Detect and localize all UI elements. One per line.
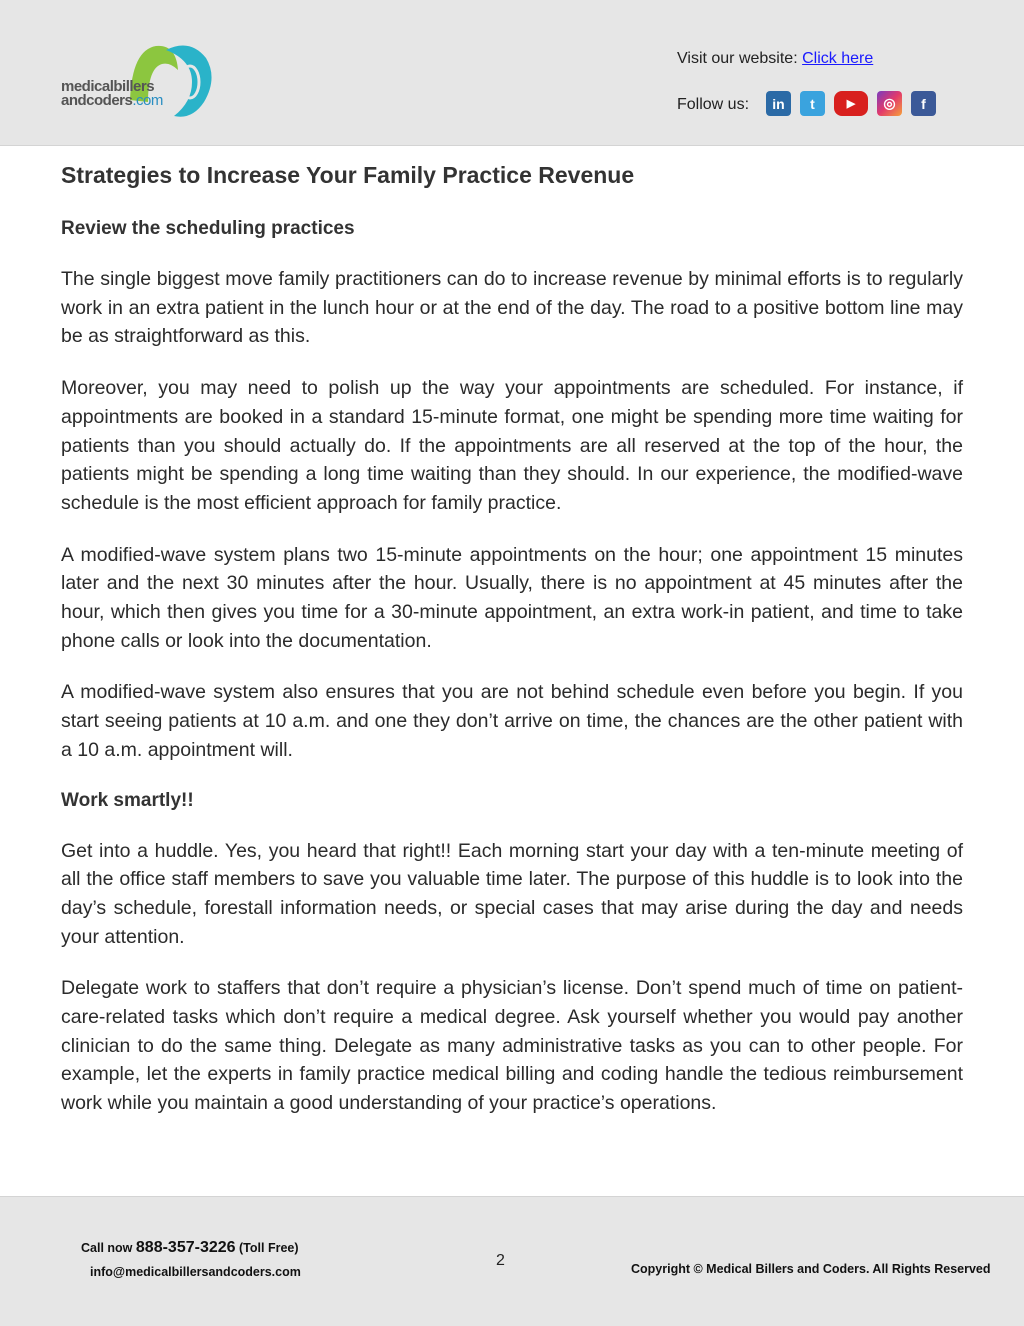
call-prefix: Call now <box>81 1241 133 1255</box>
contact-email[interactable]: info@medicalbillersandcoders.com <box>90 1265 301 1279</box>
logo-suffix: .com <box>132 92 163 109</box>
paragraph-3: A modified-wave system plans two 15-minute appointments on the hour; one appointment 15 minutes later and the next 30 minutes after the hour. Usually, there is no appointment at 45 minutes after the hour, which then gives you time for a 30-minute appointment, an extra work-in patient, and time to take phone calls or look into the documentation. <box>61 543 963 652</box>
linkedin-icon[interactable]: in <box>766 91 791 116</box>
article-title: Strategies to Increase Your Family Practice Revenue <box>61 162 635 188</box>
paragraph-6: Delegate work to staffers that don’t require a physician’s license. Don’t spend much of time on patient-care-related tasks which don’t require a medical degree. Ask yourself whether you would pay another clinician to do the same thing. Delegate as many administrative tasks as you can to other people. For example, let the experts in family practice medical billing and coding handle the tedious reimbursement work while you maintain a good understanding of your practice’s operations. <box>61 977 963 1115</box>
call-now <box>81 1239 299 1257</box>
paragraph-5: Get into a huddle. Yes, you heard that right!! Each morning start your day with a ten-minute meeting of all the office staff members to save you valuable time later. The purpose of this huddle is to look into the day’s schedule, forestall information needs, or special cases that may arise during the day and needs your attention. <box>61 839 963 948</box>
toll-free-label: (Toll Free) <box>239 1241 299 1255</box>
article-body <box>61 160 963 1118</box>
page-number: 2 <box>496 1252 505 1269</box>
follow-label: Follow us: <box>677 96 750 113</box>
instagram-icon[interactable]: ◎ <box>877 91 902 116</box>
page-footer <box>0 1196 1024 1326</box>
paragraph-1: The single biggest move family practitioners can do to increase revenue by minimal efforts is to regularly work in an extra patient in the lunch hour or at the end of the day. The road to a positive bottom line may be as straightforward as this. <box>61 268 963 348</box>
section-heading-work-smartly: Work smartly!! <box>61 789 194 811</box>
phone-number[interactable]: 888-357-3226 <box>135 1239 236 1256</box>
twitter-icon[interactable]: t <box>800 91 825 116</box>
website-link[interactable]: Click here <box>802 50 874 67</box>
youtube-icon[interactable]: ▶ <box>834 91 868 116</box>
page-header <box>0 0 1024 146</box>
facebook-icon[interactable]: f <box>911 91 936 116</box>
paragraph-4: A modified-wave system also ensures that you are not behind schedule even before you begin. If you start seeing patients at 10 a.m. and one they don’t arrive on time, the chances are the other patient with a 10 a.m. appointment will. <box>61 681 963 761</box>
visit-website <box>677 50 873 68</box>
logo-line1: medicalbillers <box>61 78 155 95</box>
logo-line2: andcoders <box>61 92 133 109</box>
copyright-notice: Copyright © Medical Billers and Coders. All Rights Reserved <box>631 1262 991 1276</box>
visit-label: Visit our website: <box>677 50 798 67</box>
section-heading-scheduling: Review the scheduling practices <box>61 218 355 239</box>
logo-wordmark <box>61 80 163 108</box>
social-links <box>766 91 936 116</box>
company-logo[interactable] <box>58 40 218 125</box>
paragraph-2: Moreover, you may need to polish up the way your appointments are scheduled. For instance, if appointments are booked in a standard 15-minute format, one might be spending more time waiting for patients than you should actually do. If the appointments are all reserved at the top of the hour, the patients might be spending a long time waiting than they should. In our experience, the modified-wave schedule is the most efficient approach for family practice. <box>61 377 963 514</box>
